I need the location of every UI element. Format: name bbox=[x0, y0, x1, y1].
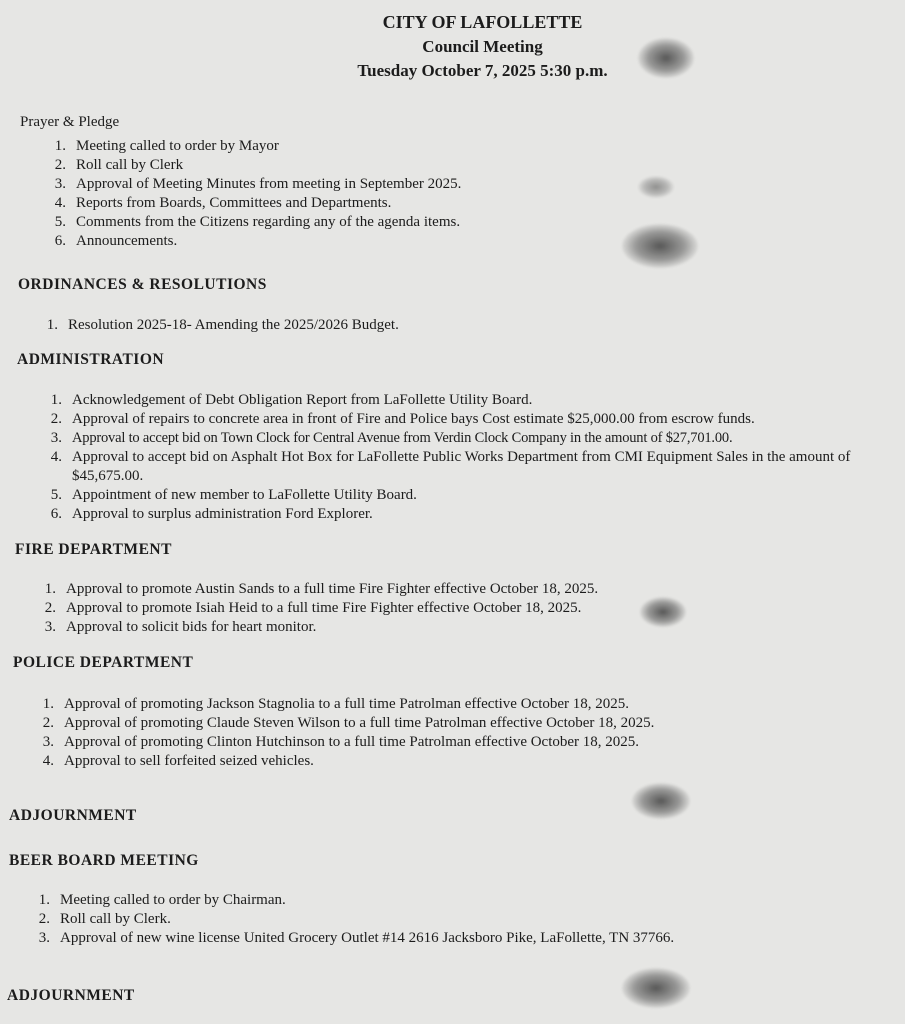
list-item bbox=[44, 448, 889, 486]
list-item bbox=[48, 137, 868, 156]
adjournment-heading: ADJOURNMENT bbox=[9, 807, 137, 824]
list-item bbox=[44, 505, 889, 524]
item-text: Acknowledgement of Debt Obligation Report from LaFollette Utility Board. bbox=[72, 392, 533, 408]
prayer-pledge: Prayer & Pledge bbox=[20, 114, 120, 130]
item-number: 1. bbox=[50, 392, 62, 408]
item-text: Reports from Boards, Committees and Departments. bbox=[76, 195, 392, 211]
police-list bbox=[36, 695, 886, 771]
item-number: 4. bbox=[50, 449, 62, 465]
item-number: 2. bbox=[54, 157, 66, 173]
city-title: CITY OF LAFOLLETTE bbox=[382, 12, 583, 32]
list-item bbox=[44, 391, 889, 410]
item-number: 6. bbox=[54, 233, 66, 249]
item-text: Announcements. bbox=[76, 233, 178, 249]
opening-list bbox=[48, 137, 868, 251]
list-item bbox=[36, 752, 886, 771]
list-item bbox=[32, 910, 892, 929]
item-number: 3. bbox=[54, 176, 66, 192]
list-item bbox=[38, 599, 888, 618]
list-item bbox=[44, 486, 889, 505]
list-item bbox=[44, 429, 889, 448]
section-title-administration: ADMINISTRATION bbox=[17, 351, 165, 368]
item-text: Approval of promoting Clinton Hutchinson to a full time Patrolman effective October 18, 2025. bbox=[64, 734, 640, 750]
item-text: Roll call by Clerk. bbox=[60, 911, 171, 927]
item-number: 5. bbox=[50, 487, 62, 503]
item-number: 1. bbox=[54, 138, 66, 154]
list-item bbox=[36, 714, 886, 733]
item-number: 3. bbox=[38, 930, 50, 946]
item-text: Roll call by Clerk bbox=[76, 157, 184, 173]
redaction-smudge bbox=[638, 38, 694, 78]
item-text: Comments from the Citizens regarding any of the agenda items. bbox=[76, 214, 461, 230]
beer-board-list bbox=[32, 891, 892, 948]
redaction-smudge bbox=[632, 783, 690, 819]
item-number: 1. bbox=[38, 892, 50, 908]
item-text: Approval to promote Isiah Heid to a full time Fire Fighter effective October 18, 2025. bbox=[66, 600, 582, 616]
item-text: Approval to accept bid on Town Clock for Central Avenue from Verdin Clock Company in the amount of $27,701.00. bbox=[72, 430, 733, 446]
list-item bbox=[48, 156, 868, 175]
item-text: Approval of new wine license United Grocery Outlet #14 2616 Jacksboro Pike, LaFollette, TN 37766. bbox=[60, 930, 675, 946]
item-number: 5. bbox=[54, 214, 66, 230]
list-item bbox=[48, 194, 868, 213]
list-item bbox=[40, 316, 880, 335]
list-item bbox=[48, 232, 868, 251]
meeting-title: Council Meeting bbox=[422, 37, 543, 56]
list-item bbox=[44, 410, 889, 429]
redaction-smudge bbox=[622, 968, 690, 1008]
item-number: 1. bbox=[46, 317, 58, 333]
item-number: 1. bbox=[44, 581, 56, 597]
item-text: Approval to solicit bids for heart monitor. bbox=[66, 619, 317, 635]
item-text: Approval of Meeting Minutes from meeting in September 2025. bbox=[76, 176, 462, 192]
fire-list bbox=[38, 580, 888, 637]
list-item bbox=[32, 891, 892, 910]
item-number: 4. bbox=[42, 753, 54, 769]
item-text: Approval to sell forfeited seized vehicles. bbox=[64, 753, 314, 769]
redaction-smudge bbox=[640, 597, 686, 627]
item-number: 6. bbox=[50, 506, 62, 522]
list-item bbox=[36, 733, 886, 752]
redaction-smudge bbox=[622, 224, 698, 268]
item-number: 2. bbox=[44, 600, 56, 616]
adjournment-heading: ADJOURNMENT bbox=[7, 987, 135, 1004]
item-text: Approval to promote Austin Sands to a full time Fire Fighter effective October 18, 2025. bbox=[66, 581, 599, 597]
list-item bbox=[36, 695, 886, 714]
item-number: 3. bbox=[50, 430, 62, 446]
section-title-ordinances: ORDINANCES & RESOLUTIONS bbox=[18, 276, 267, 293]
meeting-datetime: Tuesday October 7, 2025 5:30 p.m. bbox=[357, 61, 608, 80]
list-item bbox=[38, 580, 888, 599]
item-text: Approval to surplus administration Ford Explorer. bbox=[72, 506, 373, 522]
section-title-beer-board: BEER BOARD MEETING bbox=[9, 852, 199, 869]
item-number: 2. bbox=[38, 911, 50, 927]
list-item bbox=[38, 618, 888, 637]
list-item bbox=[48, 213, 868, 232]
item-text: Approval to accept bid on Asphalt Hot Box for LaFollette Public Works Department from CMI Equipment Sales in the amount of $45,675.00. bbox=[72, 449, 851, 484]
item-number: 1. bbox=[42, 696, 54, 712]
item-number: 2. bbox=[50, 411, 62, 427]
item-text: Resolution 2025-18- Amending the 2025/2026 Budget. bbox=[68, 317, 399, 333]
section-title-fire: FIRE DEPARTMENT bbox=[15, 541, 172, 558]
list-item bbox=[48, 175, 868, 194]
item-number: 4. bbox=[54, 195, 66, 211]
item-number: 2. bbox=[42, 715, 54, 731]
administration-list bbox=[44, 391, 889, 524]
item-text: Meeting called to order by Chairman. bbox=[60, 892, 286, 908]
item-text: Appointment of new member to LaFollette Utility Board. bbox=[72, 487, 417, 503]
item-text: Approval of promoting Jackson Stagnolia to a full time Patrolman effective October 18, 2025. bbox=[64, 696, 630, 712]
list-item bbox=[32, 929, 892, 948]
section-title-police: POLICE DEPARTMENT bbox=[13, 654, 194, 671]
redaction-smudge bbox=[638, 176, 674, 198]
item-text: Approval of promoting Claude Steven Wilson to a full time Patrolman effective October 18, 2025. bbox=[64, 715, 655, 731]
item-number: 3. bbox=[42, 734, 54, 750]
ordinances-list bbox=[40, 316, 880, 335]
item-text: Meeting called to order by Mayor bbox=[76, 138, 279, 154]
item-number: 3. bbox=[44, 619, 56, 635]
item-text: Approval of repairs to concrete area in front of Fire and Police bays Cost estimate $25,000.00 from escrow funds. bbox=[72, 411, 755, 427]
